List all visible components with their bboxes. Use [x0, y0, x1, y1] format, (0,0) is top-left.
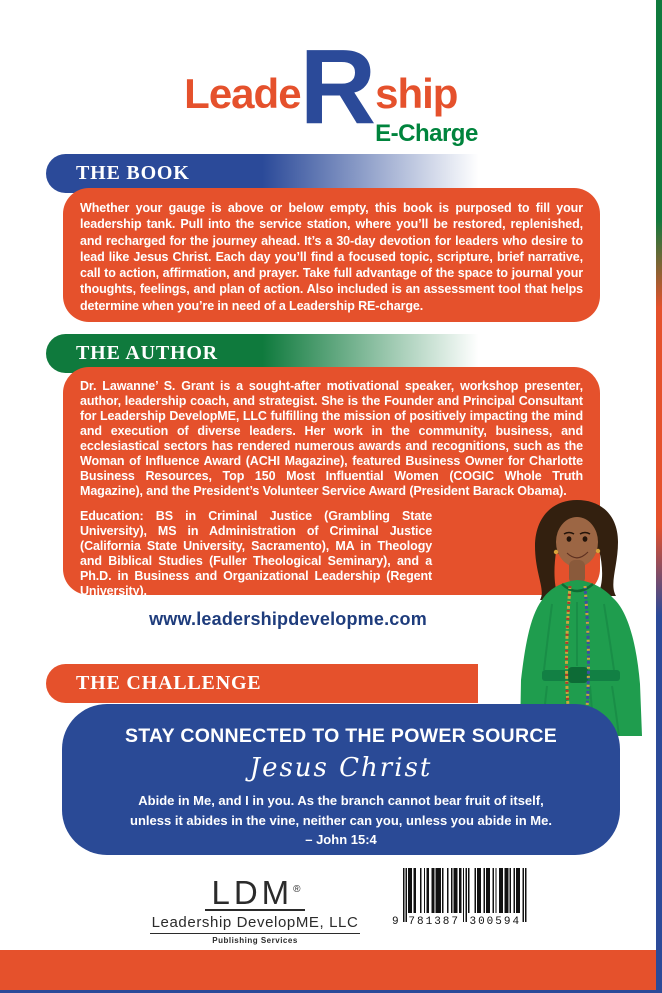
author-photo [492, 494, 662, 736]
author-bio-text: Dr. Lawanne’ S. Grant is a sought-after motivational speaker, workshop presenter, author, leadership coach, and strategist. She is the Founder and Principal Consultant for Leadership DevelopME, LLC fulfilling the mission of positively impacting the mind and execution of diverse leaders. Her work in the community, business, and ecclesiastical sectors has rendered numerous awards and recognitions, such as the Woman of Influence Award (ACHI Magazine), featured Business Owner for Charlotte Business Resources, Top 150 Most Influential Women (COGIC Whole Truth Magazine), and the President’s Volunteer Service Award (President Barack Obama). [80, 379, 583, 498]
jesus-christ-script: Jesus Christ [249, 753, 433, 783]
svg-text:9: 9 [392, 916, 399, 928]
publisher-logo-ldm [205, 876, 304, 911]
publisher-tagline: Publishing Services [212, 936, 298, 945]
publisher-logo [148, 876, 362, 945]
challenge-heading: STAY CONNECTED TO THE POWER SOURCE [124, 725, 558, 747]
isbn-barcode [391, 866, 533, 938]
website-url: www.leadershipdevelopme.com [149, 609, 427, 629]
registered-mark: ® [293, 884, 301, 895]
quote-reference: – John 15:4 [305, 832, 377, 847]
logo-text-leade: Leade [184, 70, 301, 117]
quote-line-1: Abide in Me, and I in you. As the branch cannot bear fruit of itself, [138, 793, 544, 808]
section-banner-the-challenge [46, 664, 478, 703]
logo-text-ship: ship [375, 70, 458, 117]
logo-tagline-echarge: E-Charge [375, 120, 478, 147]
quote-line-2: unless it abides in the vine, neither can you, unless you abide in Me. [130, 812, 552, 828]
logo-right-column [375, 70, 478, 148]
section-label: THE BOOK [76, 162, 190, 184]
leadership-echarge-logo [0, 28, 662, 148]
svg-text:300594: 300594 [469, 916, 522, 928]
section-label: THE CHALLENGE [76, 672, 262, 694]
scripture-quote [62, 791, 620, 850]
challenge-box [62, 704, 620, 855]
author-education-text: Education: BS in Criminal Justice (Grambling State University), MS in Administration of Criminal Justice (California State University, Sacramento), MA in Theology and Biblical Studies (Fuller Theological Seminary), and a Ph.D. in Business and Organizational Leadership (Regent University). [80, 509, 433, 598]
ldm-letters: LDM [211, 874, 294, 911]
edge-color-strip [656, 0, 662, 993]
logo-letter-r: R [299, 28, 377, 146]
publisher-name: Leadership DevelopME, LLC [150, 914, 361, 934]
book-description-text: Whether your gauge is above or below empty, this book is purposed to fill your leadership tank. Pull into the service station, where you’ll be restored, replenished, and recharged for the journey ahead. It’s a 30-day devotion for leaders who desire to lead like Jesus Christ. Each day you’ll find a focused topic, scripture, brief narrative, call to action, affirmation, and prayer. Take full advantage of the space to journal your thoughts, feelings, and plan of action. Also included is an assessment tool that helps determine when you’re in need of a Leadership RE-charge. [80, 201, 583, 313]
book-description-box [63, 188, 600, 322]
bottom-orange-strip [0, 950, 662, 993]
svg-text:781387: 781387 [408, 916, 461, 928]
section-label: THE AUTHOR [76, 342, 218, 364]
